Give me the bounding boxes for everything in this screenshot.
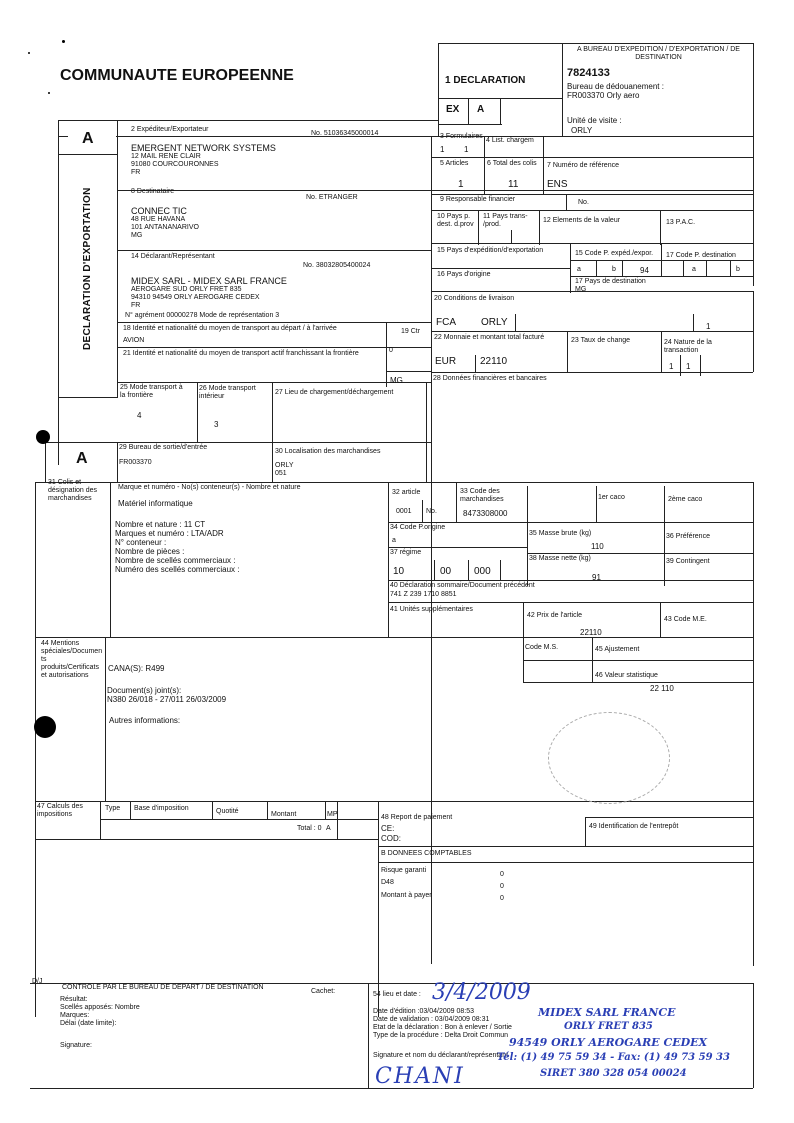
box5-label: 5 Articles <box>440 160 469 167</box>
form-title: COMMUNAUTE EUROPEENNE <box>60 67 294 84</box>
box46-label: 46 Valeur statistique <box>595 672 658 679</box>
box43-label: 43 Code M.E. <box>664 616 707 623</box>
box39-label: 39 Contingent <box>666 558 710 565</box>
box6-value: 11 <box>508 179 519 190</box>
other-info: Autres informations: <box>109 716 181 725</box>
box3-label: 3 Formulaires <box>440 133 483 140</box>
company-stamp-line2: ORLY FRET 835 <box>564 1021 653 1032</box>
box40-label: 40 Déclaration sommaire/Document précédent <box>390 582 535 589</box>
box16-label: 16 Pays d'origine <box>437 271 491 278</box>
box40-value: 741 Z 239 1710 8851 <box>390 591 457 598</box>
box47-label: 47 Calculs des impositions <box>37 803 83 818</box>
scan-speck <box>48 92 50 94</box>
box34-label: 34 Code P.origine <box>390 524 446 531</box>
box30-label: 30 Localisation des marchandises <box>275 448 381 455</box>
box54-label: 54 lieu et date : <box>373 991 421 998</box>
box28-label: 28 Données financières et bancaires <box>433 375 547 382</box>
box15-label: 15 Pays d'expédition/d'exportation <box>437 247 544 254</box>
box3-v2: 1 <box>464 145 469 154</box>
box25-value: 4 <box>137 411 142 420</box>
box32-value: 0001 <box>396 508 412 515</box>
reference-number: 7824133 <box>567 67 610 79</box>
tax-total: Total : 0 <box>297 825 322 832</box>
box5-value: 1 <box>458 179 464 190</box>
box24-v1: 1 <box>669 362 674 371</box>
visit-unit-value: ORLY <box>571 126 593 135</box>
net-mass: 91 <box>592 573 601 582</box>
box14-label: 14 Déclarant/Représentant <box>131 253 215 260</box>
scan-speck <box>62 40 65 43</box>
box54-signature: Signature et nom du déclarant/représentant <box>373 1052 509 1059</box>
box2-number: No. 51036345000014 <box>311 130 379 137</box>
tax-base: Base d'imposition <box>134 805 189 812</box>
box45-label: 45 Ajustement <box>595 646 640 653</box>
boxB-label: B DONNEES COMPTABLES <box>381 850 472 857</box>
section-a-letter-2: A <box>76 450 88 467</box>
item-price: 22110 <box>580 628 602 637</box>
box36-label: 36 Préférence <box>666 533 710 540</box>
box30-value: ORLY 051 <box>275 462 294 477</box>
declaration-code-1: EX <box>446 104 460 115</box>
box37-label: 37 régime <box>390 549 422 556</box>
gross-mass: 110 <box>591 542 604 551</box>
control-lines: Résultat: Scellés apposés: Nombre Marques: Délai (date limite): <box>60 996 140 1027</box>
box21-label: 21 Identité et nationalité du moyen de transport actif franchissant la frontière <box>123 350 359 357</box>
cana-value: CANA(S): R499 <box>108 664 165 673</box>
box26-value: 3 <box>214 420 219 429</box>
attached-docs: Document(s) joint(s): N380 26/018 - 27/011 26/03/2009 <box>107 686 227 704</box>
box38-label: 38 Masse nette (kg) <box>529 555 591 562</box>
box48-ce: CE: <box>381 824 395 833</box>
box27-label: 27 Lieu de chargement/déchargement <box>275 389 394 396</box>
box20-v3: 1 <box>706 322 711 331</box>
scan-speck <box>36 430 50 444</box>
section-a-letter: A <box>82 130 94 147</box>
box6-label: 6 Total des colis <box>487 160 537 167</box>
box4-label: 4 List. chargem <box>486 137 534 144</box>
box22-label: 22 Monnaie et montant total facturé <box>434 334 545 341</box>
box41-label: 41 Unités supplémentaires <box>390 606 473 613</box>
exporter-name: EMERGENT NETWORK SYSTEMS <box>131 143 276 153</box>
code-ms: Code M.S. <box>525 644 559 651</box>
box54-lines: Date d'édition :03/04/2009 08:53 Date de validation : 03/04/2009 08:31 Etat de la déclaration : Bon à enlever / Sortie Type de la procédure : Delta Droit Commun <box>373 1008 512 1039</box>
boxB-r1v: 0 <box>500 871 504 878</box>
box10-label: 10 Pays p. dest. d.prov <box>437 213 474 228</box>
box49-label: 49 Identification de l'entrepôt <box>589 823 679 830</box>
caco-1: 1er caco <box>598 494 625 501</box>
box8-number: No. ETRANGER <box>306 194 358 201</box>
boxB-r2: D48 <box>381 879 394 886</box>
boxB-r2v: 0 <box>500 883 504 890</box>
box32-no: No. <box>426 508 437 515</box>
tax-quotite: Quotité <box>216 808 239 815</box>
customs-stamp-faint <box>548 712 670 804</box>
box9-number: No. <box>578 199 589 206</box>
company-stamp-line1: MIDEX SARL FRANCE <box>538 1006 676 1019</box>
box34-value: a <box>392 537 396 544</box>
box48-cod: COD: <box>381 834 401 843</box>
box20-v2: ORLY <box>481 317 508 328</box>
box15a-a: a <box>577 266 581 273</box>
box7-value: ENS <box>547 179 568 190</box>
box17a-a: a <box>692 266 696 273</box>
handwritten-signature: CHANI <box>375 1064 465 1089</box>
box2-label: 2 Expéditeur/Exportateur <box>131 126 209 133</box>
box20-label: 20 Conditions de livraison <box>434 295 515 302</box>
dj-label: D/J <box>32 978 43 985</box>
company-stamp-line5: SIRET 380 328 054 00024 <box>540 1068 687 1079</box>
declarant-address: AEROGARE SUD ORLY FRET 835 94310 94549 ORLY AEROGARE CEDEX FR <box>131 286 260 309</box>
company-stamp-line3: 94549 ORLY AEROGARE CEDEX <box>509 1036 708 1049</box>
boxB-r3v: 0 <box>500 895 504 902</box>
box24-label: 24 Nature de la transaction <box>664 339 712 354</box>
box8-label: 8 Destinataire <box>131 188 175 195</box>
box37-v2: 00 <box>440 566 452 577</box>
cachet-label: Cachet: <box>311 988 336 995</box>
control-label: CONTROLE PAR LE BUREAU DE DEPART / DE DESTINATION <box>62 984 264 991</box>
box17-label: 17 Pays de destination <box>575 278 646 285</box>
box32-label: 32 article <box>392 489 421 496</box>
box12-label: 12 Elements de la valeur <box>543 217 621 224</box>
commodity-code: 8473308000 <box>463 509 508 518</box>
box29-value: FR003370 <box>119 459 152 466</box>
box31-label: 31 Colis et désignation des marchandises <box>48 479 98 502</box>
box29-label: 29 Bureau de sortie/d'entrée <box>119 444 208 451</box>
box31-header: Marque et numéro - No(s) conteneur(s) - Nombre et nature <box>118 484 301 491</box>
goods-description: Matériel informatique <box>118 499 193 508</box>
statistical-value: 22 110 <box>650 684 674 693</box>
box9-label: 9 Responsable financier <box>440 196 516 203</box>
box15a-value: 94 <box>640 266 649 275</box>
box37-v3: 000 <box>474 566 491 577</box>
box20-v1: FCA <box>436 317 456 328</box>
handwritten-date: 3/4/2009 <box>432 980 531 1005</box>
company-stamp-line4: Tél: (1) 49 75 59 34 - Fax: (1) 49 73 59 33 <box>497 1052 730 1063</box>
boxB-r1: Risque garanti <box>381 867 427 874</box>
box26-label: 26 Mode transport intérieur <box>199 385 256 400</box>
declarant-agrement: N° agrément 00000278 Mode de représentation 3 <box>125 312 280 319</box>
box48-label: 48 Report de paiement <box>381 814 453 821</box>
vertical-title: DECLARATION D'EXPORTATION <box>82 187 93 350</box>
declarant-name: MIDEX SARL - MIDEX SARL FRANCE <box>131 276 287 286</box>
tax-type: Type <box>105 805 121 812</box>
box23-label: 23 Taux de change <box>571 337 631 344</box>
box17-value: MG <box>575 286 587 293</box>
tax-mp: MP <box>327 811 338 818</box>
box21-value: MG <box>390 376 403 385</box>
box25-label: 25 Mode transport à la frontière <box>120 384 183 399</box>
box17a-label: 17 Code P. destination <box>666 252 736 259</box>
box13-label: 13 P.A.C. <box>666 219 696 226</box>
box18-label: 18 Identité et nationalité du moyen de transport au départ / à l'arrivée <box>123 325 337 332</box>
box3-v1: 1 <box>440 145 445 154</box>
scan-speck <box>34 716 56 738</box>
box35-label: 35 Masse brute (kg) <box>529 530 592 537</box>
goods-details: Nombre et nature : 11 CT Marques et numéro : LTA/ADR N° conteneur : Nombre de pièces : Nombre de scellés commerciaux : Numéro des scellés commerciaux : <box>115 520 240 574</box>
currency: EUR <box>435 356 457 367</box>
box14-number: No. 38032805400024 <box>303 262 371 269</box>
consignee-address: 48 RUE HAVANA 101 ANTANANARIVO MG <box>131 216 199 239</box>
scan-speck <box>28 52 30 54</box>
clearance-office: Bureau de dédouanement : FR003370 Orly aero <box>567 82 664 100</box>
consignee-name: CONNEC TIC <box>131 206 187 216</box>
box11-label: 11 Pays trans- /prod. <box>483 213 528 228</box>
box19-label: 19 Ctr <box>401 328 421 335</box>
caco-2: 2ème caco <box>668 496 703 503</box>
declaration-code-2: A <box>477 104 485 115</box>
box17a-b: b <box>736 266 740 273</box>
total-amount: 22110 <box>480 356 508 367</box>
box15a-b: b <box>612 266 616 273</box>
box33-label: 33 Code des marchandises <box>460 488 504 503</box>
box24-v2: 1 <box>686 362 691 371</box>
tax-total-a: A <box>326 825 331 832</box>
box18-value: AVION <box>123 337 145 344</box>
office-title: A BUREAU D'EXPEDITION / D'EXPORTATION / DE DESTINATION <box>577 46 740 61</box>
box19-value: 0 <box>389 347 393 354</box>
tax-montant: Montant <box>271 811 297 818</box>
box37-v1: 10 <box>393 566 405 577</box>
boxB-r3: Montant à payer <box>381 892 432 899</box>
box15a-label: 15 Code P. expéd./expor. <box>575 250 654 257</box>
box7-label: 7 Numéro de référence <box>547 162 619 169</box>
box42-label: 42 Prix de l'article <box>527 612 583 619</box>
visit-unit-label: Unité de visite : <box>567 116 622 125</box>
exporter-address: 12 MAIL RENE CLAIR 91080 COURCOURONNES FR <box>131 153 219 176</box>
declaration-label: 1 DECLARATION <box>445 75 526 86</box>
box44-label: 44 Mentions spéciales/Documen ts produits/Certificats et autorisations <box>41 640 103 679</box>
control-signature: Signature: <box>60 1042 92 1049</box>
